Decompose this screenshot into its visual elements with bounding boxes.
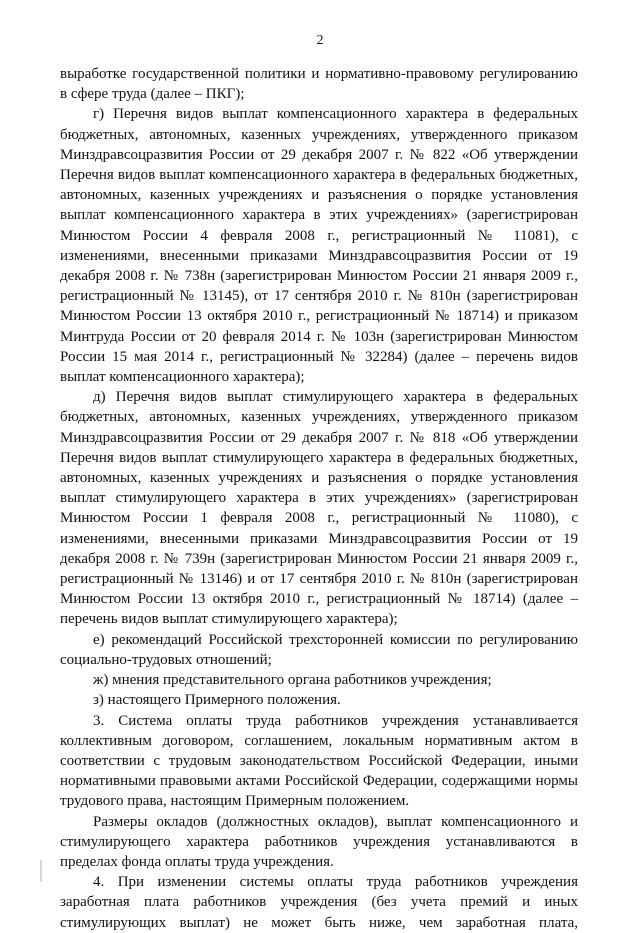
paragraph-pkg-continuation: выработке государственной политики и нормативно-правовому регулированию в сфере труда (далее – ПКГ); — [60, 66, 578, 103]
paragraph-item-z: з) настоящего Примерного положения. — [93, 692, 341, 709]
paragraph-section-3: 3. Система оплаты труда работников учреждения устанавливается коллективным договором, соглашением, локальным нормативным актом в соответствии с трудовым законодательством Российской Федерации, иными нормативными правовыми актами Российской Федерации, содержащими нормы трудового права, настоящим Примерным положением. — [60, 712, 578, 810]
paragraph-item-d: д) Перечня видов выплат стимулирующего характера в федеральных бюджетных, автономных, казенных учреждениях, утвержденного приказом Минздравсоцразвития России от 29 декабря 2007 г. № 818 «Об утверждении Перечня видов выплат стимулирующего характера в федеральных бюджетных, автономных, казенных учреждениях и разъяснения о порядке установления выплат стимулирующего характера в этих учреждениях» (зарегистрирован Минюстом России 1 февраля 2008 г., регистрационный № 11080), с изменениями, внесенными приказами Минздравсоцразвития России от 19 декабря 2008 г. № 739н (зарегистрирован Минюстом России 21 января 2009 г., регистрационный № 13146) и от 17 сентября 2010 г. № 810н (зарегистрирован Минюстом России 13 октября 2010 г., регистрационный № 18714) (далее – перечень видов выплат стимулирующего характера); — [60, 389, 578, 628]
scan-margin-mark — [40, 860, 42, 882]
paragraph-item-g: г) Перечня видов выплат компенсационного характера в федеральных бюджетных, автономных, казенных учреждениях, утвержденного приказом Минздравсоцразвития России от 29 декабря 2007 г. № 822 «Об утверждении Перечня видов выплат компенсационного характера в федеральных бюджетных, автономных, казенных учреждениях и разъяснения о порядке установления выплат компенсационного характера в этих учреждениях» (зарегистрирован Минюстом России 4 февраля 2008 г., регистрационный № 11081), с изменениями, внесенными приказами Минздравсоцразвития России от 19 декабря 2008 г. № 738н (зарегистрирован Минюстом России 21 января 2009 г., регистрационный № 13145), от 17 сентября 2010 г. № 810н (зарегистрирован Минюстом России 13 октября 2010 г., регистрационный № 18714) и приказом Минтруда России от 20 февраля 2014 г. № 103н (зарегистрирован Минюстом России 15 мая 2014 г., регистрационный № 32284) (далее – перечень видов выплат компенсационного характера); — [60, 106, 578, 386]
paragraph-section-4: 4. При изменении системы оплаты труда работников учреждения заработная плата работников учреждения (без учета премий и иных стимулирующих выплат) не может быть ниже, чем заработная плата, — [60, 874, 578, 931]
document-body — [60, 64, 578, 933]
page-number: 2 — [316, 33, 324, 48]
paragraph-salary-sizes: Размеры окладов (должностных окладов), выплат компенсационного и стимулирующего характера работников учреждения устанавливаются в пределах фонда оплаты труда учреждения. — [60, 813, 578, 870]
paragraph-item-e: е) рекомендаций Российской трехсторонней комиссии по регулированию социально-трудовых отношений; — [60, 631, 578, 668]
paragraph-item-zh: ж) мнения представительного органа работников учреждения; — [93, 672, 492, 689]
